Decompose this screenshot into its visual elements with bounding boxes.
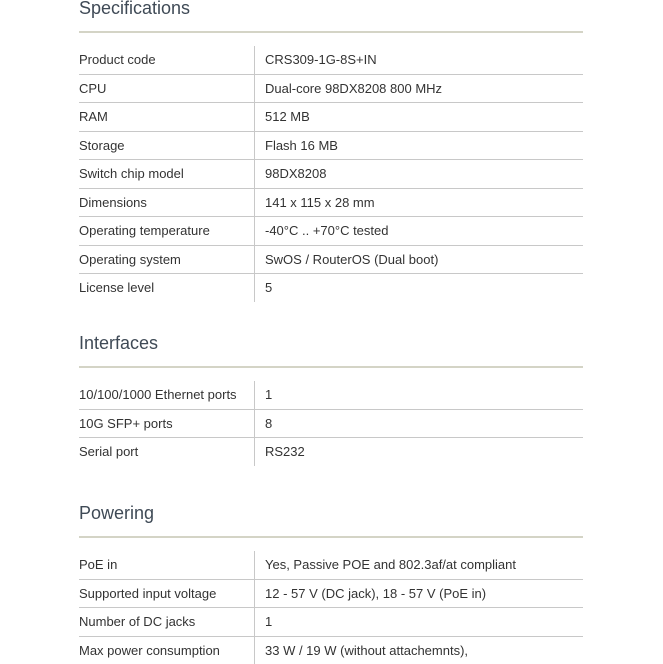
specifications-divider (79, 31, 583, 33)
interface-value: RS232 (265, 444, 305, 460)
table-row (79, 245, 583, 274)
spec-label: Product code (79, 46, 255, 74)
spec-value: Dual-core 98DX8208 800 MHz (255, 74, 584, 103)
interfaces-table (79, 381, 583, 466)
table-row (79, 160, 583, 189)
table-row (79, 274, 583, 302)
interfaces-section (79, 331, 583, 466)
table-row (79, 74, 583, 103)
table-row (79, 103, 583, 132)
table-row (79, 381, 583, 409)
power-value: 1 (255, 608, 584, 637)
table-row (79, 438, 583, 466)
table-row (79, 188, 583, 217)
spec-value: Flash 16 MB (255, 131, 584, 160)
table-row (79, 608, 583, 637)
power-value: Yes, Passive POE and 802.3af/at compliant (255, 551, 584, 579)
interface-label: Serial port (79, 438, 255, 466)
interfaces-title: Interfaces (79, 333, 159, 353)
table-row (79, 409, 583, 438)
spec-label: License level (79, 274, 255, 302)
table-row (79, 131, 583, 160)
powering-divider (79, 536, 583, 538)
powering-section (79, 501, 583, 664)
spec-value: SwOS / RouterOS (Dual boot) (255, 245, 584, 274)
interface-label: 10G SFP+ ports (79, 409, 255, 438)
table-row (79, 636, 583, 664)
spec-label: CPU (79, 74, 255, 103)
spec-value: 5 (265, 280, 273, 296)
interface-value: 1 (255, 381, 584, 409)
power-label: Number of DC jacks (79, 608, 255, 637)
spec-value: CRS309-1G-8S+IN (255, 46, 584, 74)
specifications-title: Specifications (79, 0, 191, 18)
spec-label: RAM (79, 103, 255, 132)
spec-value: -40°C .. +70°C tested (255, 217, 584, 246)
table-row (79, 551, 583, 579)
spec-label: Dimensions (79, 188, 255, 217)
power-value: 33 W / 19 W (without attachemnts), (265, 642, 469, 658)
powering-title: Powering (79, 503, 155, 523)
power-label: Supported input voltage (79, 579, 255, 608)
powering-table (79, 551, 583, 664)
spec-label: Operating temperature (79, 217, 255, 246)
spec-label: Switch chip model (79, 160, 255, 189)
table-row (79, 217, 583, 246)
power-value: 12 - 57 V (DC jack), 18 - 57 V (PoE in) (255, 579, 584, 608)
spec-value: 98DX8208 (255, 160, 584, 189)
interface-value: 8 (255, 409, 584, 438)
interfaces-divider (79, 366, 583, 368)
power-label: Max power consumption (79, 636, 255, 664)
interface-label: 10/100/1000 Ethernet ports (79, 381, 255, 409)
table-row (79, 579, 583, 608)
power-label: PoE in (79, 551, 255, 579)
spec-value: 512 MB (255, 103, 584, 132)
spec-label: Operating system (79, 245, 255, 274)
specifications-section (79, 0, 583, 302)
spec-label: Storage (79, 131, 255, 160)
specifications-table (79, 46, 583, 302)
table-row (79, 46, 583, 74)
spec-value: 141 x 115 x 28 mm (255, 188, 584, 217)
